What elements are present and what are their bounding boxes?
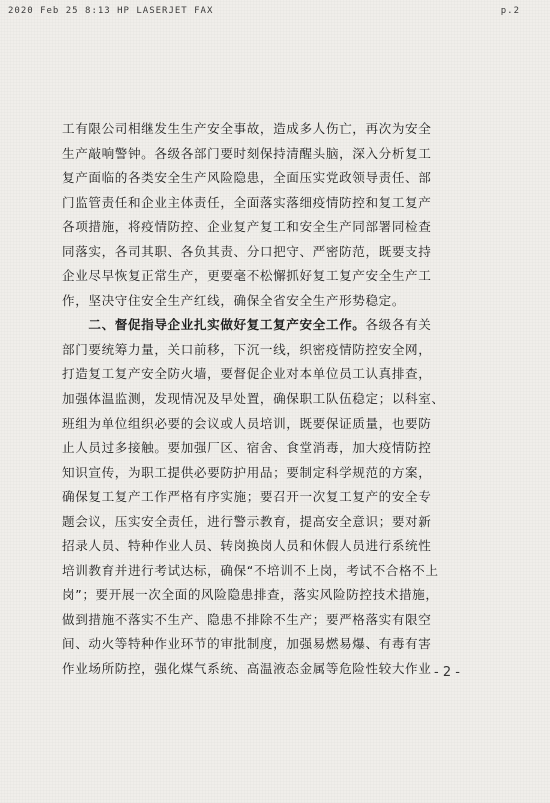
text-line: 止人员过多接触。要加强厂区、宿舍、食堂消毒，加大疫情防控 (62, 440, 432, 456)
section-heading: 二、督促指导企业扎实做好复工复产安全工作。 (88, 317, 366, 333)
text-line: 间、动火等特种作业环节的审批制度，加强易燃易爆、有毒有害 (62, 636, 432, 652)
fax-page-indicator: p.2 (500, 6, 520, 16)
text-line: 同落实，各司其职、各负其责、分口把守、严密防范，既要支持 (62, 243, 432, 259)
text-line: 部门要统筹力量，关口前移，下沉一线，织密疫情防控安全网， (62, 341, 432, 357)
text-line: 工有限公司相继发生生产安全事故，造成多人伤亡，再次为安全 (62, 121, 432, 136)
text-line: 门监管责任和企业主体责任，全面落实落细疫情防控和复工复产 (62, 194, 432, 210)
text-fragment: 各级各有关 (365, 317, 432, 333)
faint-stamp-mark (76, 655, 148, 673)
text-line: 打造复工复产安全防火墙，要督促企业对本单位员工认真排查， (62, 366, 432, 382)
text-line: 题会议，压实安全责任，进行警示教育，提高安全意识；要对新 (62, 513, 432, 529)
text-line: 招录人员、特种作业人员、转岗换岗人员和休假人员进行系统性 (62, 538, 432, 554)
text-line: 各项措施，将疫情防控、企业复产复工和安全生产同部署同检查 (62, 219, 432, 235)
text-line: 班组为单位组织必要的会议或人员培训，既要保证质量，也要防 (62, 415, 432, 431)
text-line: 作业场所防控，强化煤气系统、高温液态金属等危险性较大作业 (62, 661, 432, 677)
text-line: 加强体温监测，发现情况及早处置，确保职工队伍稳定；以科室、 (62, 391, 445, 407)
section-heading-line (62, 313, 488, 338)
text-line: 确保复工复产工作严格有序实施；要召开一次复工复产的安全专 (62, 489, 432, 505)
page-number: - 2 - (434, 665, 460, 680)
document-body (62, 117, 488, 682)
text-line: 岗”；要开展一次全面的风险隐患排查，落实风险防控技术措施， (62, 587, 439, 603)
fax-header (8, 6, 542, 22)
text-line: 企业尽早恢复正常生产，更要毫不松懈抓好复工复产安全生产工 (62, 268, 432, 284)
text-line: 培训教育并进行考试达标，确保“不培训不上岗，考试不合格不上 (62, 562, 439, 578)
text-line: 生产敲响警钟。各级各部门要时刻保持清醒头脑，深入分析复工 (62, 145, 432, 161)
text-line: 知识宣传，为职工提供必要防护用品；要制定科学规范的方案， (62, 464, 432, 480)
fax-header-timestamp: 2020 Feb 25 8:13 HP LASERJET FAX (8, 6, 214, 16)
text-line: 作，坚决守住安全生产红线，确保全省安全生产形势稳定。 (62, 292, 406, 308)
text-line: 复产面临的各类安全生产风险隐患，全面压实党政领导责任、部 (62, 170, 432, 186)
text-line: 做到措施不落实不生产、隐患不排除不生产；要严格落实有限空 (62, 611, 432, 627)
